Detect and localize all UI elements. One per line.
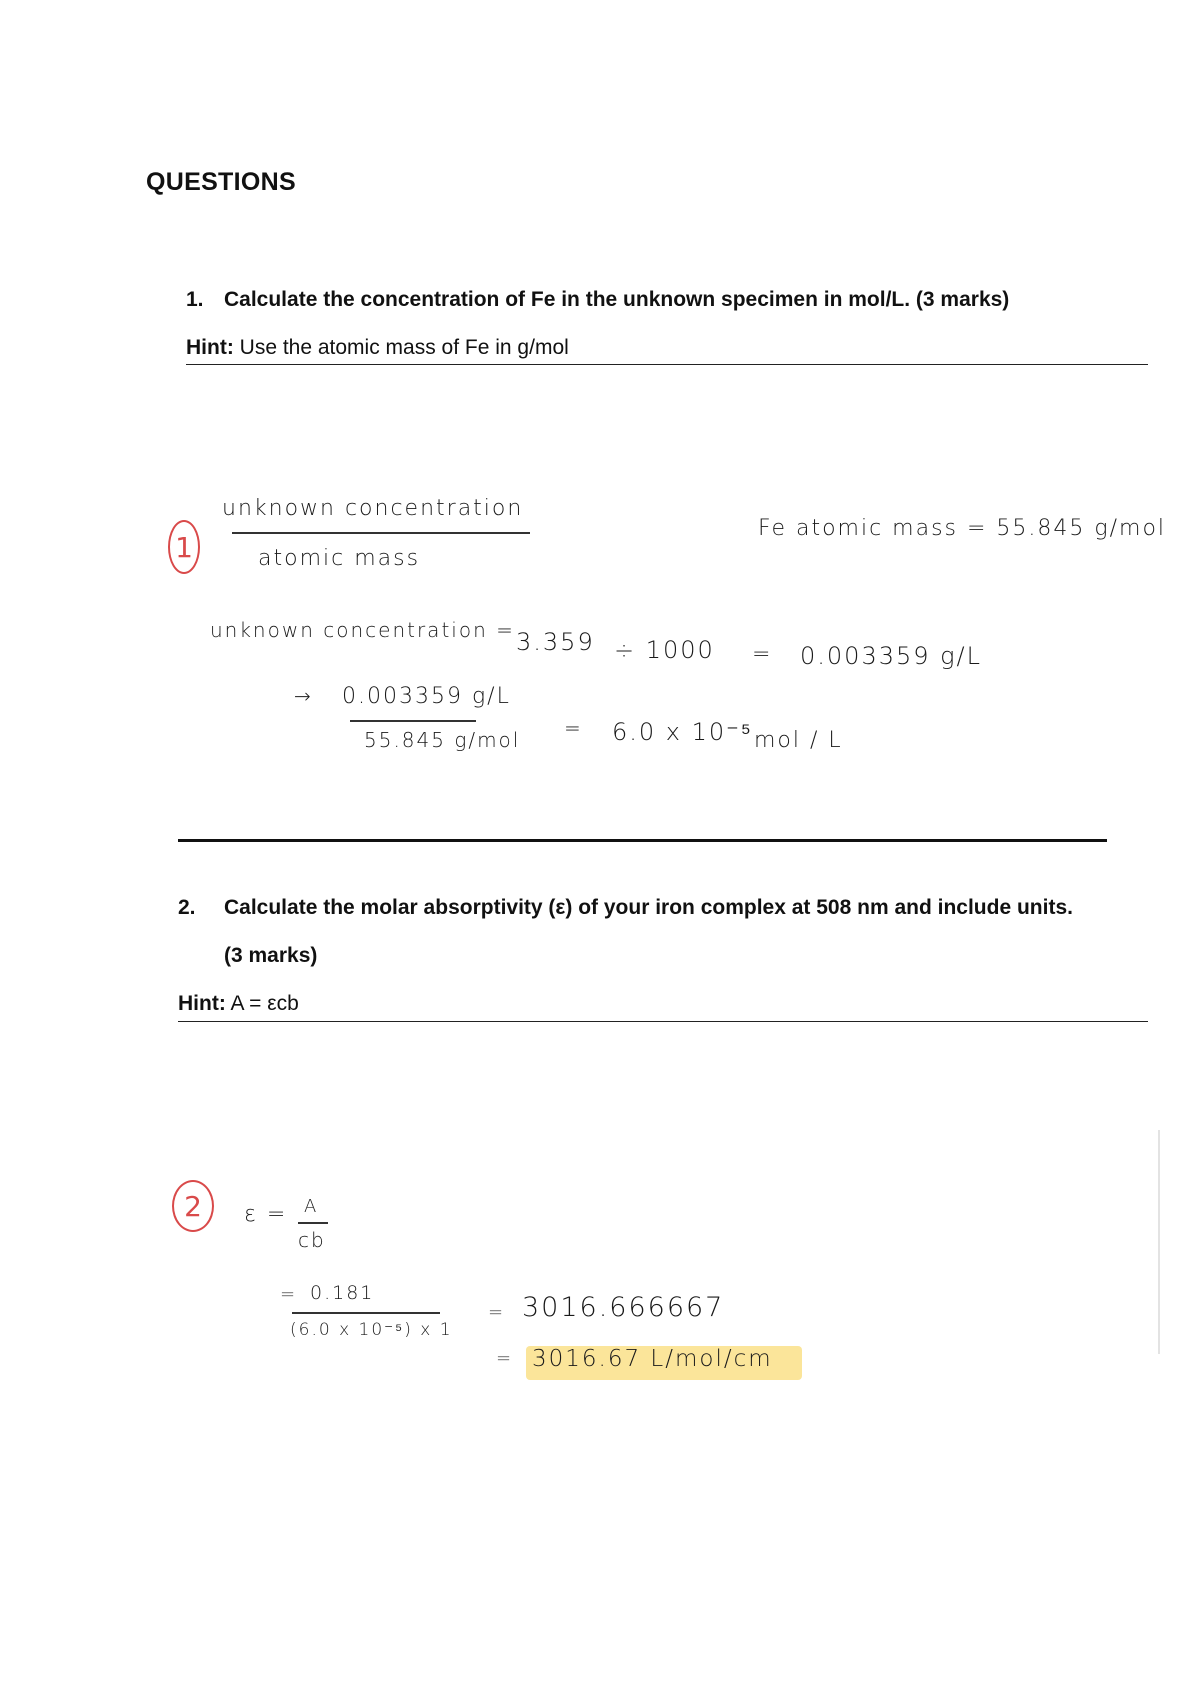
hint-text: A = εcb xyxy=(225,992,299,1015)
answer-1-fraction2-numerator: 0.003359 g/L xyxy=(342,684,511,709)
answer-2-equals-1: = xyxy=(280,1284,298,1305)
question-1-number: 1. xyxy=(186,288,204,311)
answer-1-fraction-line xyxy=(232,532,530,534)
answer-2-numerator-2: 0.181 xyxy=(310,1282,375,1304)
answer-1-line2-divide: ÷ 1000 xyxy=(614,636,715,664)
hint-underline-1 xyxy=(186,364,1148,365)
answer-1-fraction-denominator: atomic mass xyxy=(258,546,421,571)
hint-underline-2 xyxy=(178,1021,1148,1022)
answer-2-marker: 2 xyxy=(172,1180,214,1232)
answer-1-line2-result: 0.003359 g/L xyxy=(800,642,983,670)
answer-2-epsilon: ε = xyxy=(244,1202,288,1227)
answer-2-denominator-2: (6.0 x 10⁻⁵) x 1 xyxy=(290,1320,453,1340)
answer-1-fraction2-line xyxy=(350,720,476,722)
question-2-hint xyxy=(178,992,299,1016)
margin-edge-line xyxy=(1158,1130,1160,1354)
answer-1-fraction2-denominator: 55.845 g/mol xyxy=(364,728,521,752)
answer-2-fraction-numerator: A xyxy=(304,1196,319,1217)
answer-1-line3-unit: mol / L xyxy=(754,728,843,753)
answer-2-fraction2-line xyxy=(292,1312,440,1314)
question-1-text: Calculate the concentration of Fe in the unknown specimen in mol/L. (3 marks) xyxy=(224,288,1010,311)
section-divider xyxy=(178,839,1107,842)
question-2-number: 2. xyxy=(178,896,196,919)
answer-1-fraction-numerator: unknown concentration xyxy=(222,496,524,521)
hint-text: Use the atomic mass of Fe in g/mol xyxy=(233,336,569,359)
answer-2-equals-2: = xyxy=(488,1302,506,1323)
page-heading: QUESTIONS xyxy=(146,168,296,196)
answer-2-result-final: 3016.67 L/mol/cm xyxy=(532,1346,773,1372)
question-2-marks: (3 marks) xyxy=(224,944,318,967)
answer-1-arrow: → xyxy=(294,684,313,708)
answer-2-equals-3: = xyxy=(496,1348,514,1369)
question-2-text: Calculate the molar absorptivity (ε) of your iron complex at 508 nm and include units. xyxy=(224,896,1073,919)
hint-label: Hint: xyxy=(186,336,234,359)
question-1-hint xyxy=(186,336,569,360)
answer-1-line3-result: 6.0 x 10⁻⁵ xyxy=(612,718,753,746)
answer-1-line2-label: unknown concentration = xyxy=(210,618,515,642)
answer-2-fraction-denominator: cb xyxy=(298,1228,326,1252)
answer-2-fraction-line xyxy=(298,1222,328,1224)
answer-1-line2-equals: = xyxy=(752,642,773,667)
hint-label: Hint: xyxy=(178,992,226,1015)
answer-1-marker: 1 xyxy=(168,520,200,574)
answer-2-result-raw: 3016.666667 xyxy=(522,1292,725,1323)
answer-1-line3-equals: = xyxy=(564,716,583,740)
answer-1-line2-value: 3.359 xyxy=(516,628,595,656)
answer-1-fe-atomic-mass: Fe atomic mass = 55.845 g/mol xyxy=(758,516,1167,541)
